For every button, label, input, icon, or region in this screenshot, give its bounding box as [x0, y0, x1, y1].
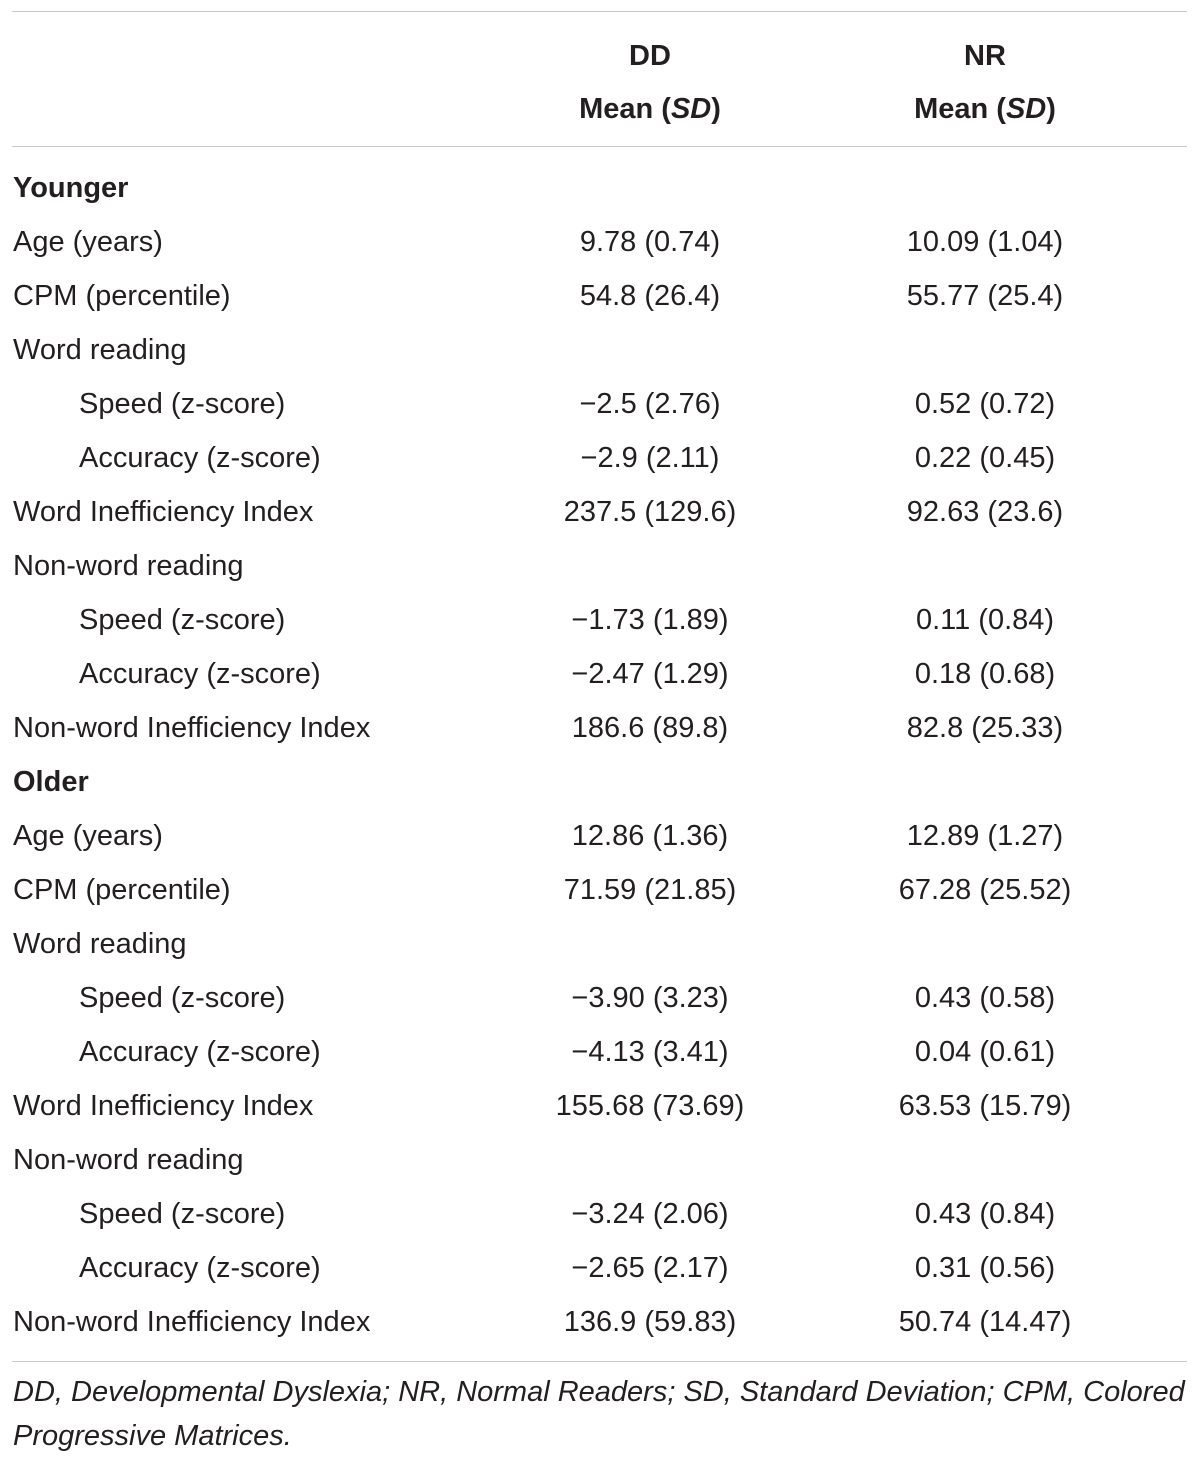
mean-label: Mean ( — [914, 93, 1006, 125]
table-row — [0, 1295, 1200, 1349]
section-header-row — [0, 755, 1200, 809]
column-header-dd — [520, 30, 780, 136]
row-label: CPM (percentile) — [13, 280, 231, 312]
row-label: Accuracy (z-score) — [79, 1252, 321, 1284]
table-header — [0, 30, 1200, 140]
cell-dd-value: 136.9 (59.83) — [563, 1306, 737, 1338]
cell-dd-value: −1.73 (1.89) — [571, 604, 729, 636]
cell-dd-value: −2.5 (2.76) — [579, 388, 721, 420]
row-label: Non-word Inefficiency Index — [13, 1306, 371, 1338]
table-body — [0, 161, 1200, 1349]
row-label: Non-word Inefficiency Index — [13, 712, 371, 744]
cell-nr-value: 10.09 (1.04) — [906, 226, 1064, 258]
section-label: Older — [13, 766, 89, 798]
column-header-nr — [855, 30, 1115, 136]
close-paren: ) — [711, 93, 721, 125]
cell-dd-value: −2.65 (2.17) — [571, 1252, 729, 1284]
row-label: Accuracy (z-score) — [79, 442, 321, 474]
row-label: Non-word reading — [13, 1144, 244, 1176]
row-label: Word reading — [13, 334, 187, 366]
row-label: Age (years) — [13, 226, 163, 258]
mean-label: Mean ( — [579, 93, 671, 125]
table-row — [0, 323, 1200, 377]
cell-nr-value: 50.74 (14.47) — [898, 1306, 1072, 1338]
cell-nr-value: 0.04 (0.61) — [914, 1036, 1056, 1068]
table-row — [0, 1133, 1200, 1187]
cell-nr-value: 63.53 (15.79) — [898, 1090, 1072, 1122]
cell-nr-value: 55.77 (25.4) — [906, 280, 1064, 312]
cell-nr-value: 92.63 (23.6) — [906, 496, 1064, 528]
table-row — [0, 1025, 1200, 1079]
table-row — [0, 377, 1200, 431]
table-row — [0, 431, 1200, 485]
cell-nr-value: 0.11 (0.84) — [915, 604, 1055, 636]
table-row — [0, 701, 1200, 755]
cell-dd-value: 12.86 (1.36) — [571, 820, 729, 852]
table-row — [0, 863, 1200, 917]
cell-nr-value: 12.89 (1.27) — [906, 820, 1064, 852]
cell-dd-value: 71.59 (21.85) — [563, 874, 737, 906]
cell-dd-value: −3.90 (3.23) — [571, 982, 729, 1014]
table-row — [0, 1187, 1200, 1241]
section-label: Younger — [13, 172, 129, 204]
table-row — [0, 593, 1200, 647]
cell-dd-value: −2.47 (1.29) — [571, 658, 729, 690]
row-label: CPM (percentile) — [13, 874, 231, 906]
column-header-nr-stat — [855, 83, 1115, 136]
cell-dd-value: 9.78 (0.74) — [579, 226, 721, 258]
sd-label: SD — [670, 93, 712, 125]
cell-nr-value: 0.43 (0.84) — [914, 1198, 1056, 1230]
cell-dd-value: 237.5 (129.6) — [563, 496, 737, 528]
table-row — [0, 1241, 1200, 1295]
table-row — [0, 809, 1200, 863]
column-header-nr-group: NR — [964, 40, 1006, 72]
table-top-rule — [12, 11, 1187, 12]
cell-nr-value: 67.28 (25.52) — [898, 874, 1072, 906]
column-header-dd-stat — [520, 83, 780, 136]
table-row — [0, 971, 1200, 1025]
row-label: Non-word reading — [13, 550, 244, 582]
cell-nr-value: 0.31 (0.56) — [914, 1252, 1056, 1284]
column-header-dd-group: DD — [629, 40, 671, 72]
sd-label: SD — [1005, 93, 1047, 125]
row-label: Speed (z-score) — [79, 388, 286, 420]
cell-dd-value: 155.68 (73.69) — [555, 1090, 745, 1122]
cell-nr-value: 82.8 (25.33) — [906, 712, 1064, 744]
row-label: Accuracy (z-score) — [79, 1036, 321, 1068]
cell-nr-value: 0.18 (0.68) — [914, 658, 1056, 690]
row-label: Age (years) — [13, 820, 163, 852]
table-row — [0, 917, 1200, 971]
row-label: Speed (z-score) — [79, 982, 286, 1014]
table-header-rule — [12, 146, 1187, 147]
close-paren: ) — [1046, 93, 1056, 125]
row-label: Word reading — [13, 928, 187, 960]
row-label: Word Inefficiency Index — [13, 496, 314, 528]
row-label: Speed (z-score) — [79, 1198, 286, 1230]
section-header-row — [0, 161, 1200, 215]
cell-dd-value: −3.24 (2.06) — [571, 1198, 729, 1230]
cell-dd-value: −2.9 (2.11) — [580, 442, 720, 474]
cell-nr-value: 0.52 (0.72) — [914, 388, 1056, 420]
cell-nr-value: 0.43 (0.58) — [914, 982, 1056, 1014]
cell-dd-value: 54.8 (26.4) — [579, 280, 721, 312]
cell-dd-value: 186.6 (89.8) — [571, 712, 729, 744]
table-row — [0, 485, 1200, 539]
table-row — [0, 647, 1200, 701]
row-label: Word Inefficiency Index — [13, 1090, 314, 1122]
table-row — [0, 215, 1200, 269]
cell-dd-value: −4.13 (3.41) — [571, 1036, 729, 1068]
row-label: Speed (z-score) — [79, 604, 286, 636]
table-row — [0, 1079, 1200, 1133]
cell-nr-value: 0.22 (0.45) — [914, 442, 1056, 474]
table-bottom-rule — [12, 1361, 1187, 1362]
table-footnote: DD, Developmental Dyslexia; NR, Normal Readers; SD, Standard Deviation; CPM, Colored Progressive Matrices. — [13, 1376, 1185, 1452]
table-row — [0, 269, 1200, 323]
table-row — [0, 539, 1200, 593]
row-label: Accuracy (z-score) — [79, 658, 321, 690]
